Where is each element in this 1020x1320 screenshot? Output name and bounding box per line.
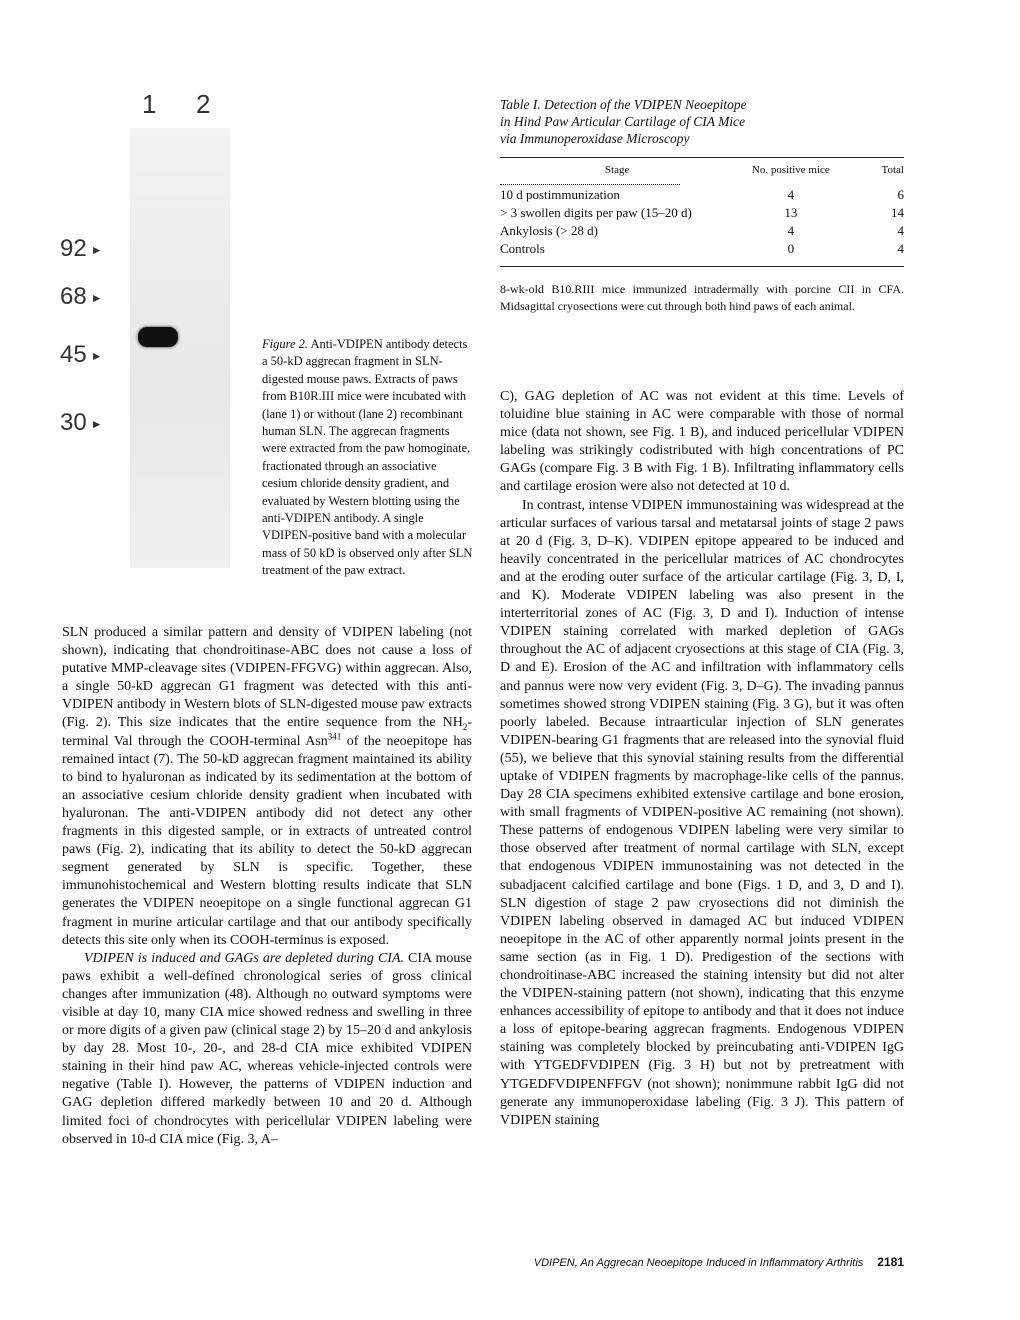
blot-gel-strip xyxy=(130,128,230,568)
marker-30: 30 ► xyxy=(60,409,103,436)
running-title: VDIPEN, An Aggrecan Neoepitope Induced in Inflammatory Arthritis xyxy=(533,1257,864,1269)
table-row: Controls 0 4 xyxy=(500,241,904,256)
header-stage: Stage xyxy=(604,164,630,176)
header-positive: No. positive mice xyxy=(751,164,830,176)
right-paragraph-1: C), GAG depletion of AC was not evident at this time. Levels of toluidine blue staining in AC were comparable with those of normal mice (data not shown, see Fig. 1 B), and induced pericellular VDIPEN labeling was strikingly codistributed with high concentrations of PC GAGs (compare Fig. 3 B with Fig. 1 B). Infiltrating inflammatory cells and cartilage erosion were also not detected at 10 d. xyxy=(500,389,904,495)
table-1-footnote: 8-wk-old B10.RIII mice immunized intradermally with porcine CII in CFA. Midsagittal cryosections were cut through both hind paws of each animal. xyxy=(500,282,904,313)
western-blot-figure xyxy=(60,89,235,575)
right-column-text xyxy=(500,388,904,1130)
figure-2-caption xyxy=(262,336,474,580)
lane-label-1: 1 xyxy=(142,89,157,119)
table-1-data xyxy=(500,158,904,258)
table-1-title: Table I. Detection of the VDIPEN Neoepitope in Hind Paw Articular Cartilage of CIA Mice via Immunoperoxidase Microscopy xyxy=(500,97,747,146)
left-paragraph-2: VDIPEN is induced and GAGs are depleted during CIA. CIA mouse paws exhibit a well-defined chronological series of gross clinical changes after immunization (48). Although no outward symptoms were visible at day 10, many CIA mice showed redness and swelling in three or more digits of a given paw (clinical stage 2) by 15–20 d and ankylosis by day 28. Most 10-, 20-, and 28-d CIA mice exhibited VDIPEN staining in their hind paw AC, whereas vehicle-injected controls were negative (Table I). However, the patterns of VDIPEN induction and GAG depletion differed markedly between 10 and 20 d. Although limited foci of chondrocytes with pericellular VDIPEN labeling were observed in 10-d CIA mice (Fig. 3, A– xyxy=(62,950,472,1147)
marker-68: 68 ► xyxy=(60,283,103,310)
header-total: Total xyxy=(881,164,904,176)
lane-label-2: 2 xyxy=(196,89,211,119)
table-header-row xyxy=(500,158,904,182)
left-paragraph-1: SLN produced a similar pattern and density of VDIPEN labeling (not shown), indicating that chondroitinase-ABC does not cause a loss of putative MMP-cleavage sites (VDIPEN-FFGVG) within aggrecan. Also, a single 50-kD aggrecan G1 fragment was detected with this anti-VDIPEN antibody in Western blots of SLN-digested mouse paw extracts (Fig. 2). This size indicates that the entire sequence from the $NH_2$-terminal Val through the COOH-terminal Asn$^{341}$ of the neoepitope has remained intact (7). The 50-kD aggrecan fragment maintained its ability to bind to hyaluronan as indicated by its sedimentation at the bottom of an associative cesium chloride density gradient when incubated with hyaluronan. The anti-VDIPEN antibody did not detect any other fragments in this digested sample, or in extracts of untreated control paws (Fig. 2), indicating that its ability to detect the 50-kD aggrecan segment generated by SLN is specific. Together, these immunohistochemical and Western blotting results indicate that SLN generates the VDIPEN neoepitope on a single functional aggrecan G1 fragment in murine articular cartilage and that our antibody specifically detects this site only when its COOH-terminus is exposed. xyxy=(62,625,472,948)
left-column-text xyxy=(62,624,472,1149)
marker-45: 45 ► xyxy=(60,341,103,368)
table-row: > 3 swollen digits per paw (15–20 d) 13 14 xyxy=(500,205,904,220)
figure-2-label: Figure 2. xyxy=(262,337,309,351)
marker-92: 92 ► xyxy=(60,235,103,262)
figure-2-text: Anti-VDIPEN antibody detects a 50-kD aggrecan fragment in SLN-digested mouse paws. Extracts of paws from B10R.III mice were incubated with (lane 1) or without (lane 2) recombinant human SLN. The aggrecan fragments were extracted from the paw homoginate, fractionated through an associative cesium chloride density gradient, and evaluated by Western blotting using the anti-VDIPEN antibody. A single VDIPEN-positive band with a molecular mass of 50 kD is observed only after SLN treatment of the paw extract. xyxy=(262,337,473,578)
page-number: 2181 xyxy=(877,1255,904,1269)
right-paragraph-2: In contrast, intense VDIPEN immunostaining was widespread at the articular surfaces of various tarsal and metatarsal joints of stage 2 paws at 20 d (Fig. 3, D–K). VDIPEN epitope appeared to be induced and heavily concentrated in the pericellular matrices of AC chondrocytes and at the eroding outer surface of the articular cartilage (Fig. 3, D, I, and K). Moderate VDIPEN labeling was also present in the interterritorial zones of AC (Fig. 3, D and I). Induction of intense VDIPEN staining correlated with marked depletion of GAGs throughout the AC of adjacent cryosections at this stage of CIA (Fig. 3, D and E). Erosion of the AC and infiltration with inflammatory cells and pannus were now very evident (Fig. 3, D–G). The invading pannus sometimes showed strong VDIPEN staining (Fig. 3 G), but it was often poorly labeled. Because intraarticular injection of SLN generates VDIPEN-bearing G1 fragments that are released into the synovial fluid (55), we believe that this synovial staining results from the differential uptake of VDIPEN fragments by macrophage-like cells of the pannus. Day 28 CIA specimens exhibited extensive cartilage and bone erosion, with small fragments of VDIPEN-positive AC remaining (not shown). These patterns of endogenous VDIPEN labeling were very similar to those observed after treatment of normal cartilage with SLN, except that endogenous VDIPEN immunostaining was not detected in the subadjacent calcified cartilage and bone (Figs. 1 D, and 3, D and I). SLN digestion of stage 2 paw cryosections did not diminish the VDIPEN labeling observed in damaged AC but induced VDIPEN neoepitope in the AC of other apparently normal joints present in the same section (as in Fig. 1 D). Predigestion of the sections with chondroitinase-ABC increased the staining intensity but did not alter the VDIPEN-staining pattern (not shown), indicating that this enzyme enhances accessibility of epitope to antibody and that it does not induce a loss of epitope-bearing aggrecan fragments. Endogenous VDIPEN staining was completely blocked by preincubating anti-VDIPEN IgG with YTGEDFVDIPEN (Fig. 3 H) but not by pretreatment with YTGEDFVDIPENFFGV (not shown); nonimmune rabbit IgG did not generate any immunoperoxidase labeling (Fig. 3 J). This pattern of VDIPEN staining xyxy=(500,497,904,1128)
table-bottom-rule xyxy=(500,266,904,267)
table-1 xyxy=(500,96,904,315)
blot-band-50kd xyxy=(138,327,178,347)
page-footer xyxy=(500,1255,904,1269)
section-heading: VDIPEN is induced and GAGs are depleted during CIA. xyxy=(84,950,404,966)
table-row: Ankylosis (> 28 d) 4 4 xyxy=(500,223,904,238)
table-row: 10 d postimmunization 4 6 xyxy=(500,187,904,202)
